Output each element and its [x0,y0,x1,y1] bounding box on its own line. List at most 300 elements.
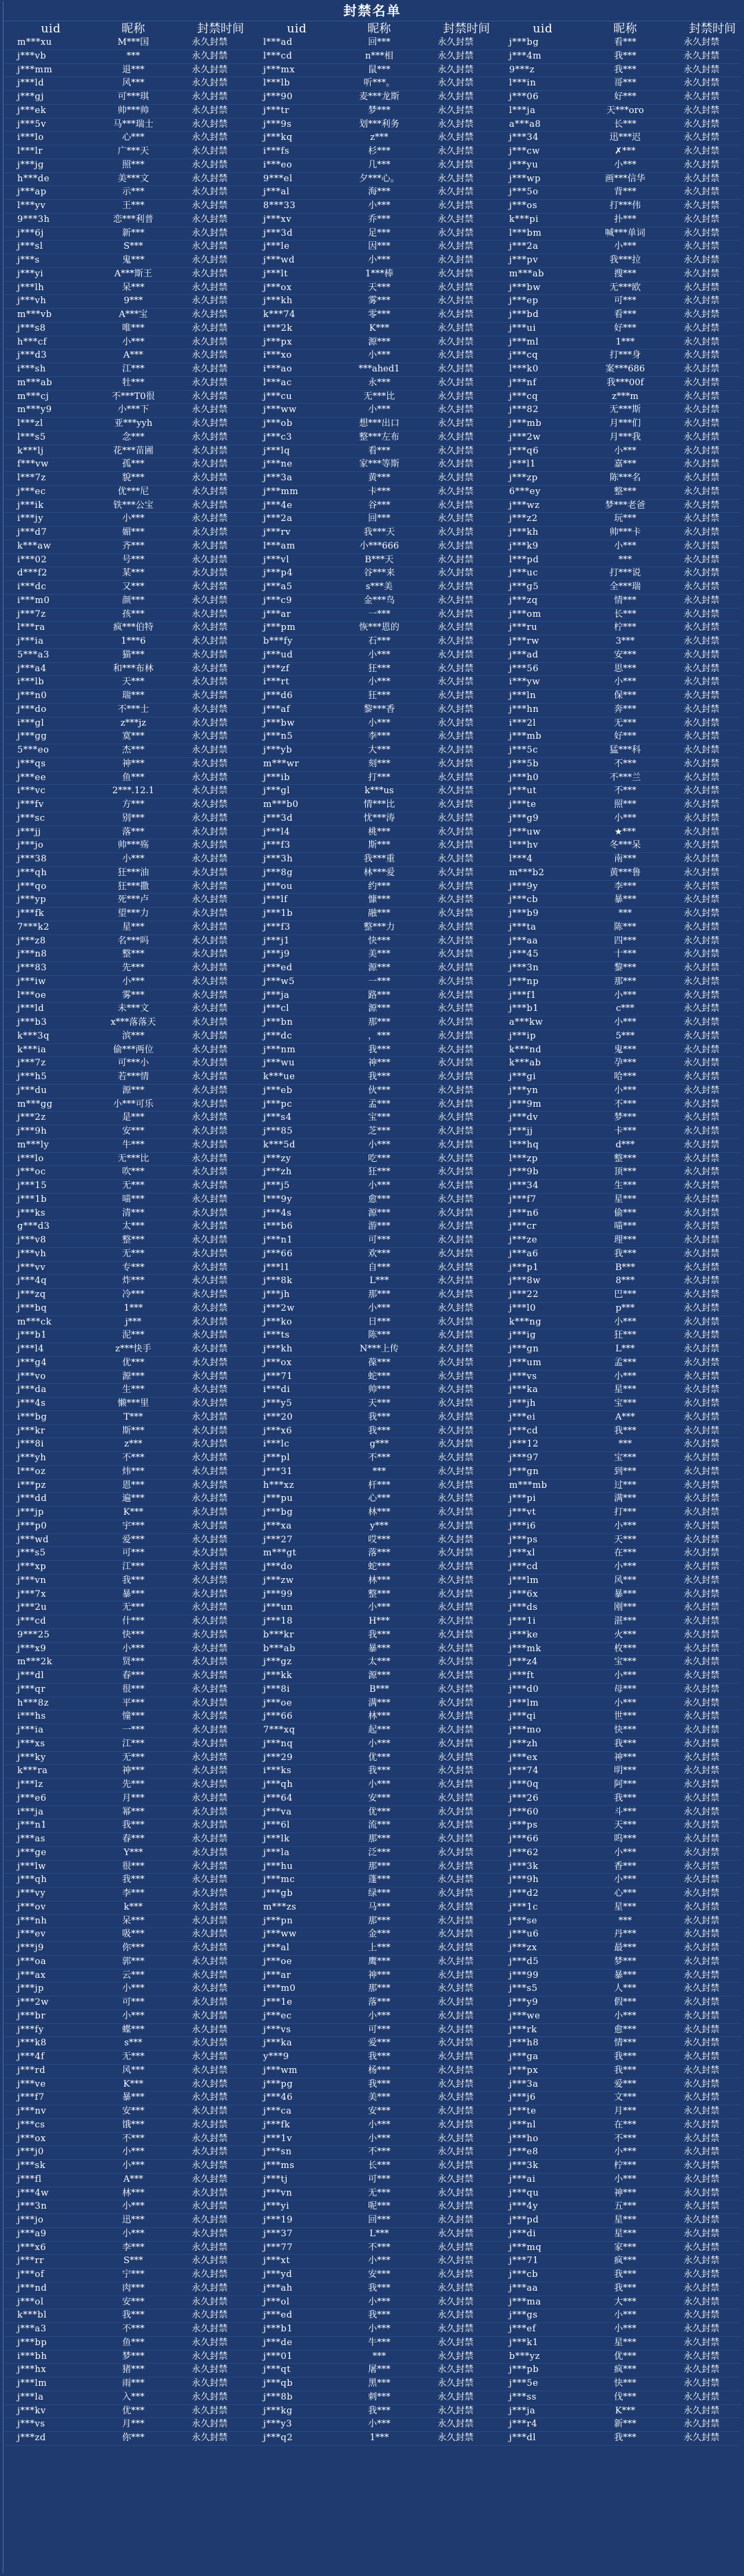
ban-time-cell: 永久封禁 [192,187,228,198]
uid-cell: m***b2 [509,867,545,878]
ban-time-cell: 永久封禁 [192,976,228,987]
uid-cell: j***da [17,1384,47,1396]
table-row [3,472,741,486]
ban-time-cell: 永久封禁 [437,1861,474,1872]
uid-cell: j***pl [263,1453,291,1463]
uid-cell: j***pn [263,1915,293,1926]
ban-time-cell: 永久封禁 [192,2324,228,2334]
nickname-cell: 8*** [615,1276,635,1287]
ban-time-cell: 永久封禁 [683,268,720,279]
uid-cell: j***vh [17,1248,47,1259]
nickname-cell: 小*** [368,677,391,688]
nickname-cell: 猛***科 [609,745,641,755]
nickname-cell: 什*** [122,1616,145,1626]
uid-cell: j***ob [263,418,293,429]
uid-cell: l***oz [17,1466,46,1477]
nickname-cell: 方*** [122,799,145,810]
table-row [3,635,741,649]
nickname-cell: 蝶*** [122,2024,145,2035]
ban-time-cell: 永久封禁 [437,1684,474,1695]
ban-time-cell: 永久封禁 [192,1194,228,1205]
uid-cell: j***4w [17,2187,49,2198]
uid-cell: j***jj [17,826,41,837]
table-row [3,50,741,64]
uid-cell: i***fs [263,146,290,156]
nickname-cell: L*** [615,1344,635,1354]
table-row [3,1085,741,1098]
table-row [3,758,741,772]
uid-cell: l***7z [17,473,46,483]
ban-time-cell: 永久封禁 [192,1344,228,1354]
nickname-cell: 小*** [614,540,637,551]
table-row [3,1316,741,1330]
nickname-cell: 小*** [614,2310,637,2321]
uid-cell: j***wu [263,1058,296,1069]
page-title: 封禁名单 [3,1,741,21]
uid-cell: j***k9 [509,540,539,551]
nickname-cell: 斯*** [368,840,391,851]
ban-time-cell: 永久封禁 [683,881,720,892]
nickname-cell: 不***士 [117,704,149,715]
uid-cell: j***d0 [509,1684,539,1695]
nickname-cell: 我*** [614,2282,637,2293]
nickname-cell: 我*** [368,1425,391,1436]
uid-cell: j***ps [509,1534,538,1545]
table-row [3,1194,741,1207]
nickname-cell: M***国 [117,37,149,48]
nickname-cell: 雾*** [122,990,145,1001]
ban-time-cell: 永久封禁 [683,350,720,361]
ban-time-cell: 永久封禁 [437,1316,474,1327]
ban-time-cell: 永久封禁 [192,758,228,769]
nickname-cell: 无*** [122,1752,145,1763]
uid-cell: j***l1 [509,459,536,470]
uid-cell: j***zd [17,2433,46,2443]
table-row [3,1493,741,1506]
ban-time-cell: 永久封禁 [192,1453,228,1463]
col-uid-header: uid [41,22,61,36]
nickname-cell: g*** [369,1439,389,1450]
nickname-cell: 颜*** [122,595,145,606]
ban-time-cell: 永久封禁 [192,431,228,442]
ban-time-cell: 永久封禁 [683,1697,720,1708]
nickname-cell: 小*** [614,1520,637,1531]
ban-time-cell: 永久封禁 [683,445,720,456]
nickname-cell: 思*** [614,663,637,674]
ban-time-cell: 永久封禁 [683,663,720,674]
ban-time-cell: 永久封禁 [437,1697,474,1708]
table-row [3,744,741,758]
table-row [3,2378,741,2391]
table-row [3,1792,741,1806]
uid-cell: j***99 [509,1970,539,1981]
ban-time-cell: 永久封禁 [437,1657,474,1668]
nickname-cell: 风*** [122,2065,145,2076]
table-row [3,554,741,568]
ban-time-cell: 永久封禁 [437,418,474,429]
uid-cell: j***7z [17,1058,46,1069]
uid-cell: j***qu [509,2187,539,2198]
ban-time-cell: 永久封禁 [437,786,474,797]
ban-time-cell: 永久封禁 [192,1248,228,1259]
table-row [3,2146,741,2160]
ban-time-cell: 永久封禁 [683,1126,720,1136]
ban-time-cell: 永久封禁 [437,1820,474,1831]
ban-time-cell: 永久封禁 [437,1344,474,1354]
nickname-cell: 平*** [122,1697,145,1708]
nickname-cell: 落*** [368,1548,391,1559]
table-row [3,323,741,336]
uid-cell: j***82 [509,405,539,416]
nickname-cell: 鬼*** [122,255,145,265]
nickname-cell: 江*** [122,1562,145,1572]
nickname-cell: ***ahed1 [358,364,400,374]
uid-cell: j***iw [17,976,46,987]
uid-cell: a***a8 [509,119,541,130]
table-row [3,772,741,786]
table-row [3,2296,741,2310]
nickname-cell: 不*** [122,1453,145,1463]
uid-cell: m***gt [263,1548,297,1559]
ban-time-cell: 永久封禁 [683,1901,720,1912]
ban-time-cell: 永久封禁 [192,1357,228,1368]
nickname-cell: 小*** [614,159,637,170]
uid-cell: j***ap [17,187,47,198]
ban-time-cell: 永久封禁 [437,2133,474,2144]
uid-cell: j***aa [509,935,539,946]
ban-time-cell: 永久封禁 [192,309,228,320]
uid-cell: j***8g [263,867,293,878]
ban-time-cell: 永久封禁 [683,2065,720,2076]
ban-time-cell: 永久封禁 [192,2337,228,2348]
uid-cell: j***vl [263,554,290,565]
uid-cell: j***3d [263,812,293,824]
ban-time-cell: 永久封禁 [437,323,474,334]
table-row [3,676,741,690]
ban-time-cell: 永久封禁 [437,431,474,442]
uid-cell: j***ip [509,1030,537,1041]
uid-cell: j***cd [509,1562,539,1572]
uid-cell: j***j9 [17,1943,44,1953]
table-row [3,1996,741,2010]
table-row [3,2133,741,2147]
nickname-cell: B*** [614,1262,636,1273]
nickname-cell: 孟*** [614,1357,637,1368]
table-row [3,1765,741,1779]
ban-time-cell: 永久封禁 [437,2052,474,2062]
nickname-cell: 火*** [614,1629,637,1640]
nickname-cell: 不*** [614,2133,637,2144]
ban-time-cell: 永久封禁 [683,1439,720,1450]
table-row [3,1438,741,1452]
ban-time-cell: 永久封禁 [683,1548,720,1559]
nickname-cell: 愈*** [368,1194,391,1205]
nickname-cell: 哥*** [614,78,637,89]
ban-time-cell: 永久封禁 [437,582,474,592]
uid-cell: j***bd [509,309,539,320]
uid-cell: j***f7 [509,1194,537,1205]
table-row [3,609,741,622]
nickname-cell: 林***爱 [363,867,395,878]
table-row [3,962,741,976]
uid-cell: j***gj [17,92,44,102]
nickname-cell: 情***比 [363,799,395,810]
uid-cell: j***jj [509,1126,533,1136]
uid-cell: j***4s [263,1207,292,1218]
nickname-cell: 五*** [614,2201,637,2212]
ban-time-cell: 永久封禁 [683,1588,720,1599]
ban-time-cell: 永久封禁 [192,350,228,361]
nickname-cell: s***美 [365,582,393,592]
ban-time-cell: 永久封禁 [437,1888,474,1899]
ban-time-cell: 永久封禁 [437,1983,474,1994]
ban-time-cell: 永久封禁 [437,1453,474,1463]
ban-time-cell: 永久封禁 [683,2010,720,2021]
nickname-cell: 又*** [122,582,145,592]
uid-cell: j***9h [509,1874,539,1885]
uid-cell: l***hv [509,840,539,851]
nickname-cell: 喵*** [614,1221,637,1232]
table-row [3,1220,741,1234]
table-row [3,1506,741,1520]
uid-cell: j***s8 [17,323,46,334]
uid-cell: k***pi [509,214,539,225]
nickname-cell: 心*** [368,1493,391,1504]
nickname-cell: 小*** [368,2133,391,2144]
nickname-cell: 呆*** [122,282,145,293]
ban-time-cell: 永久封禁 [192,1003,228,1014]
nickname-cell: 宁*** [122,2269,145,2280]
uid-cell: j***mx [263,64,296,75]
uid-cell: j***bn [263,1017,293,1028]
table-row [3,649,741,663]
nickname-cell: 无***比 [117,1153,149,1164]
ban-time-cell: 永久封禁 [683,336,720,347]
ban-time-cell: 永久封禁 [683,486,720,497]
table-row [3,404,741,418]
uid-cell: l***lr [17,146,43,156]
nickname-cell: n***相 [365,50,393,61]
uid-cell: j***r4 [509,2419,538,2430]
uid-cell: j***b9 [509,908,539,919]
table-row [3,1588,741,1602]
nickname-cell: 别*** [122,812,145,824]
table-row [3,1874,741,1888]
ban-time-cell: 永久封禁 [683,1425,720,1436]
ban-time-cell: 永久封禁 [437,1425,474,1436]
nickname-cell: 不***兰 [609,772,641,783]
ban-time-cell: 永久封禁 [683,758,720,769]
nickname-cell: 保*** [614,691,637,701]
uid-cell: j***uc [509,568,539,579]
ban-time-cell: 永久封禁 [437,1480,474,1491]
nickname-cell: 忧***涛 [363,812,395,824]
ban-time-cell: 永久封禁 [683,64,720,75]
uid-cell: k***ue [263,1072,296,1082]
ban-time-cell: 永久封禁 [683,201,720,211]
nickname-cell: 看*** [614,37,637,48]
nickname-cell: 雨*** [122,2378,145,2389]
nickname-cell: 小*** [614,990,637,1001]
table-row [3,1398,741,1411]
table-row [3,254,741,268]
ban-time-cell: 永久封禁 [192,1629,228,1640]
nickname-cell: 呜*** [614,1834,637,1844]
nickname-cell: 暴*** [368,1643,391,1654]
nickname-cell: 伐*** [614,2391,637,2402]
nickname-cell: 狂*** [368,691,391,701]
uid-cell: h***de [17,173,50,184]
uid-cell: j***64 [263,1792,293,1803]
uid-cell: j***bq [17,1302,48,1313]
uid-cell: 9***3h [17,214,50,225]
uid-cell: m***b0 [263,799,299,810]
nickname-cell: 小*** [122,1643,145,1654]
uid-cell: l***pd [509,554,539,565]
ban-time-cell: 永久封禁 [683,377,720,388]
ban-time-cell: 永久封禁 [437,282,474,293]
uid-cell: j***zy [263,1153,291,1164]
uid-cell: j***8b [263,2391,293,2402]
uid-cell: j***a9 [17,2228,47,2239]
nickname-cell: 流*** [368,1820,391,1831]
ban-time-cell: 永久封禁 [192,1943,228,1953]
ban-time-cell: 永久封禁 [437,1098,474,1110]
uid-cell: j***gn [509,1344,539,1354]
ban-time-cell: 永久封禁 [192,2256,228,2267]
table-row [3,173,741,187]
uid-cell: j***d6 [263,691,293,701]
ban-time-cell: 永久封禁 [437,2147,474,2158]
ban-time-cell: 永久封禁 [437,2201,474,2212]
table-row [3,1575,741,1588]
ban-time-cell: 永久封禁 [683,1466,720,1477]
ban-time-cell: 永久封禁 [683,2106,720,2116]
nickname-cell: 雾*** [368,296,391,307]
uid-cell: j***vb [17,50,47,61]
ban-time-cell: 永久封禁 [437,935,474,946]
table-row [3,119,741,132]
table-row [3,1656,741,1670]
uid-cell: j***rd [17,2065,46,2076]
uid-cell: j***q2 [263,2433,293,2443]
nickname-cell: 风*** [122,78,145,89]
nickname-cell: 愈*** [614,2024,637,2035]
uid-cell: j***ec [17,486,46,497]
ban-time-cell: 永久封禁 [437,364,474,374]
ban-time-cell: 永久封禁 [437,649,474,660]
table-row [3,799,741,812]
ban-time-cell: 永久封禁 [437,949,474,960]
table-row [3,1275,741,1289]
nickname-cell: 爱*** [122,1534,145,1545]
table-row [3,527,741,540]
nickname-cell: x***落落天 [110,1017,156,1028]
nickname-cell: 王*** [122,201,145,211]
ban-time-cell: 永久封禁 [437,1997,474,2007]
nickname-cell: c*** [616,1003,634,1014]
ban-time-cell: 永久封禁 [437,1221,474,1232]
ban-time-cell: 永久封禁 [437,1725,474,1735]
ban-time-cell: 永久封禁 [437,1384,474,1396]
uid-cell: j***bw [509,282,541,293]
ban-time-cell: 永久封禁 [192,1997,228,2007]
ban-time-cell: 永久封禁 [192,1480,228,1491]
uid-cell: j***we [509,2010,541,2021]
nickname-cell: 一*** [368,976,391,987]
uid-cell: j***66 [263,1711,293,1722]
nickname-cell: 安*** [122,1126,145,1136]
ban-time-cell: 永久封禁 [683,1929,720,1940]
nickname-cell: 我*** [614,50,637,61]
nickname-cell: 整***力 [363,921,395,932]
ban-time-cell: 永久封禁 [683,1725,720,1735]
ban-time-cell: 永久封禁 [437,1289,474,1300]
ban-time-cell: 永久封禁 [683,691,720,701]
uid-cell: j***ox [17,2133,46,2144]
table-row [3,990,741,1003]
nickname-cell: 狂***撒 [117,881,149,892]
table-row [3,2065,741,2078]
ban-time-cell: 永久封禁 [437,1643,474,1654]
ban-time-cell: 永久封禁 [192,214,228,225]
uid-cell: j***yn [509,1085,539,1096]
nickname-cell: 若***情 [117,1072,149,1082]
col-nick-header: 昵称 [613,22,637,36]
uid-cell: j***gn [509,1466,539,1477]
nickname-cell: p*** [615,1302,635,1313]
ban-time-cell: 永久封禁 [192,2038,228,2049]
ban-time-cell: 永久封禁 [192,1602,228,1613]
uid-cell: 9***z [509,64,535,75]
uid-cell: j***wd [263,255,295,265]
nickname-cell: 蛇*** [368,1562,391,1572]
nickname-cell: 梦*** [368,105,391,116]
uid-cell: j***ar [263,609,291,620]
nickname-cell: 家*** [614,2242,637,2253]
ban-time-cell: 永久封禁 [192,949,228,960]
ban-time-cell: 永久封禁 [683,1153,720,1164]
ban-time-cell: 永久封禁 [192,1030,228,1041]
uid-cell: l***in [509,78,537,89]
uid-cell: i***m0 [17,595,50,606]
uid-cell: j***br [17,2010,46,2021]
table-row [3,1724,741,1738]
ban-time-cell: 永久封禁 [437,2119,474,2130]
table-row [3,730,741,744]
nickname-cell: z*** [370,132,389,143]
ban-time-cell: 永久封禁 [683,976,720,987]
uid-cell: 5***a3 [17,649,50,660]
uid-cell: h***8z [17,1697,49,1708]
ban-time-cell: 永久封禁 [192,1044,228,1055]
nickname-cell: j*** [125,1316,142,1327]
uid-cell: j***ud [263,649,293,660]
nickname-cell: 一*** [368,609,391,620]
uid-cell: j***p0 [17,1520,48,1531]
uid-cell: i***vc [17,786,46,797]
ban-time-cell: 永久封禁 [437,636,474,646]
ban-time-cell: 永久封禁 [192,663,228,674]
uid-cell: j***s5 [17,1548,46,1559]
nickname-cell: 无***斯 [609,405,641,416]
uid-cell: j***8i [17,1439,44,1450]
nickname-cell: 2***.12.1 [112,786,154,797]
nickname-cell: 回*** [368,513,391,524]
nickname-cell: 神*** [122,1766,145,1777]
nickname-cell: 暴*** [614,895,637,906]
nickname-cell: 你*** [122,2433,145,2443]
